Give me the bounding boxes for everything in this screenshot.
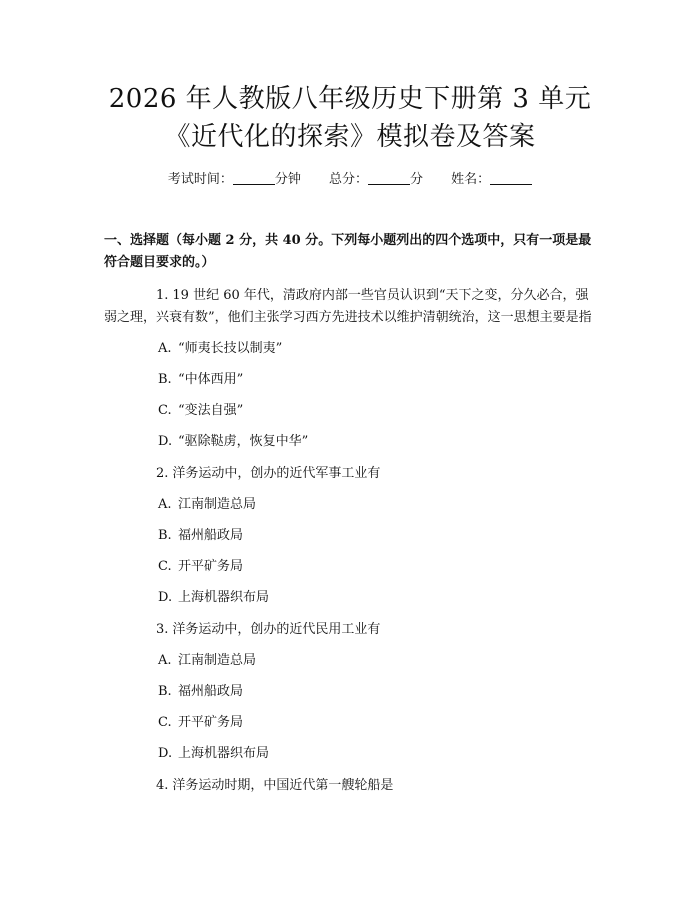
option-text: “中体西用” bbox=[178, 372, 244, 387]
option-text: 开平矿务局 bbox=[178, 715, 244, 730]
option-text: “驱除鞑虏，恢复中华” bbox=[178, 434, 309, 449]
question-2 bbox=[104, 463, 596, 609]
option-text: 江南制造总局 bbox=[178, 497, 257, 512]
option-letter: C. bbox=[158, 559, 172, 574]
option-c bbox=[104, 400, 596, 422]
question-number: 3. bbox=[156, 622, 169, 637]
option-text: “变法自强” bbox=[178, 403, 244, 418]
question-text: 19 世纪 60 年代，清政府内部一些官员认识到“天下之变，分久必合，强弱之理，兴衰有数”，他们主张学习西方先进技术以维护清朝统治，这一思想主要是指 bbox=[104, 288, 592, 325]
page-title: 2026 年人教版八年级历史下册第 3 单元《近代化的探索》模拟卷及答案 bbox=[108, 84, 592, 152]
option-letter: D. bbox=[158, 590, 173, 605]
question-stem bbox=[104, 285, 596, 329]
option-d bbox=[104, 743, 596, 765]
question-number: 1. bbox=[156, 288, 169, 303]
question-4 bbox=[104, 775, 596, 797]
option-letter: C. bbox=[158, 715, 172, 730]
option-text: 上海机器织布局 bbox=[178, 590, 270, 605]
option-list bbox=[104, 494, 596, 609]
option-a bbox=[104, 338, 596, 360]
option-c bbox=[104, 712, 596, 734]
exam-meta bbox=[104, 170, 596, 190]
option-letter: B. bbox=[158, 528, 172, 543]
student-name-label: 姓名： bbox=[451, 172, 491, 187]
question-text: 洋务运动中，创办的近代民用工业有 bbox=[172, 622, 381, 637]
option-b bbox=[104, 681, 596, 703]
exam-time-field bbox=[168, 170, 301, 190]
student-name-blank bbox=[490, 170, 532, 185]
section-heading: 一、选择题（每小题 2 分，共 40 分。下列每小题列出的四个选项中，只有一项是最符合题目要求的。） bbox=[104, 233, 592, 270]
option-b bbox=[104, 369, 596, 391]
option-text: 福州船政局 bbox=[178, 684, 244, 699]
total-score-unit: 分 bbox=[410, 172, 424, 187]
question-stem bbox=[104, 619, 596, 641]
question-number: 2. bbox=[156, 466, 169, 481]
question-stem bbox=[104, 463, 596, 485]
total-score-label: 总分： bbox=[328, 172, 368, 187]
option-text: 开平矿务局 bbox=[178, 559, 244, 574]
question-3 bbox=[104, 619, 596, 765]
option-a bbox=[104, 494, 596, 516]
option-list bbox=[104, 338, 596, 453]
question-text: 洋务运动时期，中国近代第一艘轮船是 bbox=[172, 778, 394, 793]
option-text: 上海机器织布局 bbox=[178, 746, 270, 761]
exam-time-blank bbox=[233, 170, 275, 185]
total-score-blank bbox=[368, 170, 410, 185]
option-letter: B. bbox=[158, 372, 172, 387]
option-text: 福州船政局 bbox=[178, 528, 244, 543]
total-score-field bbox=[329, 170, 423, 190]
option-letter: A. bbox=[158, 497, 172, 512]
option-text: “师夷长技以制夷” bbox=[178, 341, 283, 356]
option-text: 江南制造总局 bbox=[178, 653, 257, 668]
question-stem bbox=[104, 775, 596, 797]
option-letter: D. bbox=[158, 746, 173, 761]
option-letter: D. bbox=[158, 434, 173, 449]
option-letter: C. bbox=[158, 403, 172, 418]
question-text: 洋务运动中，创办的近代军事工业有 bbox=[172, 466, 381, 481]
option-b bbox=[104, 525, 596, 547]
option-list bbox=[104, 650, 596, 765]
option-d bbox=[104, 587, 596, 609]
question-number: 4. bbox=[156, 778, 169, 793]
question-1 bbox=[104, 285, 596, 453]
option-letter: A. bbox=[158, 341, 172, 356]
exam-time-label: 考试时间： bbox=[167, 172, 233, 187]
option-letter: B. bbox=[158, 684, 172, 699]
student-name-field bbox=[451, 170, 532, 190]
option-letter: A. bbox=[158, 653, 172, 668]
option-d bbox=[104, 431, 596, 453]
option-a bbox=[104, 650, 596, 672]
option-c bbox=[104, 556, 596, 578]
exam-time-unit: 分钟 bbox=[274, 172, 301, 187]
